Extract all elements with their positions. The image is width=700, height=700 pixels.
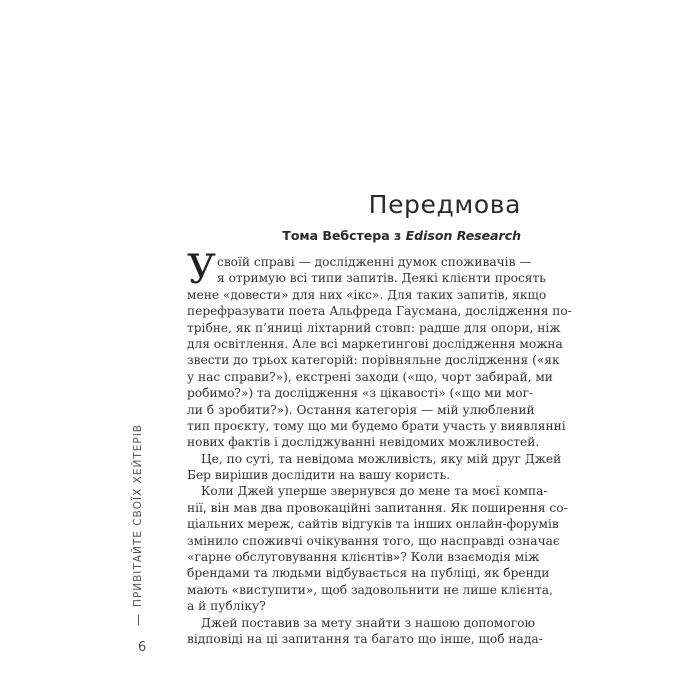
text-line: мають «виступити», щоб задовольнити не лише клієнта, <box>187 582 553 597</box>
text-line: перефразувати поета Альфреда Гаусмана, дослідження по- <box>187 304 572 319</box>
text-line: робимо?») та дослідження «з цікавості» («що ми мог- <box>187 386 534 401</box>
text-line: змінило споживчі очікування того, що насправді означає <box>187 533 560 548</box>
running-head-rule <box>138 615 139 625</box>
running-head <box>132 424 144 625</box>
chapter-title: Передмова <box>368 190 521 219</box>
text-line: Коли Джей уперше звернувся до мене та моєї компа- <box>201 484 548 499</box>
text-line: я отримую всі типи запитів. Деякі клієнти просять <box>217 271 546 286</box>
chapter-subtitle <box>282 228 521 243</box>
text-line: звести до трьох категорій: порівняльне дослідження («як <box>187 353 560 368</box>
text-line: а й публіку? <box>187 599 266 614</box>
text-line: Джей поставив за мету знайти з нашою допомогою <box>201 615 536 630</box>
text-line: «гарне обслуговування клієнтів»? Коли взаємодія між <box>187 550 540 565</box>
text-line: нових фактів і досліджуванні невідомих можливостей. <box>187 435 540 450</box>
text-line: тип проєкту, тому що ми будемо брати участь у виявлянні <box>187 418 566 433</box>
text-line: трібне, як п’яниці ліхтарний стовп: радше для опори, ніж <box>187 320 561 335</box>
text-line: Бер вирішив дослідити на вашу користь. <box>187 468 451 483</box>
drop-cap: У <box>187 247 216 293</box>
text-line: відповіді на ці запитання та багато що інше, щоб нада- <box>187 631 543 646</box>
text-line: у нас справи?»), екстрені заходи («що, чорт забирай, ми <box>187 369 553 384</box>
text-line: для освітлення. Але всі маркетингові дослідження можна <box>187 336 563 351</box>
text-line: брендами та людьми відбувається на публіці, як бренди <box>187 566 550 581</box>
text-line: мене «довести» для них «ікс». Для таких запитів, якщо <box>187 287 547 302</box>
text-line: ли б зробити?»). Остання категорія — мій улюблений <box>187 402 535 417</box>
text-line: ціальних мереж, сайтів відгуків та інших онлайн-форумів <box>187 517 559 532</box>
body-text <box>187 247 572 647</box>
subtitle-author: Тома Вебстера з <box>282 228 406 243</box>
page-number: 6 <box>138 640 147 655</box>
text-line: Це, по суті, та невідома можливість, яку мій друг Джей <box>201 451 562 466</box>
text-line: нії, він мав два провокаційні запитання. Як поширення со- <box>187 500 568 515</box>
subtitle-organization: Edison Research <box>405 228 521 243</box>
running-head-text: ПРИВІТАЙТЕ СВОЇХ ХЕЙТЕРІВ <box>132 423 144 607</box>
text-line: своїй справі — дослідженні думок споживачів — <box>217 255 532 269</box>
